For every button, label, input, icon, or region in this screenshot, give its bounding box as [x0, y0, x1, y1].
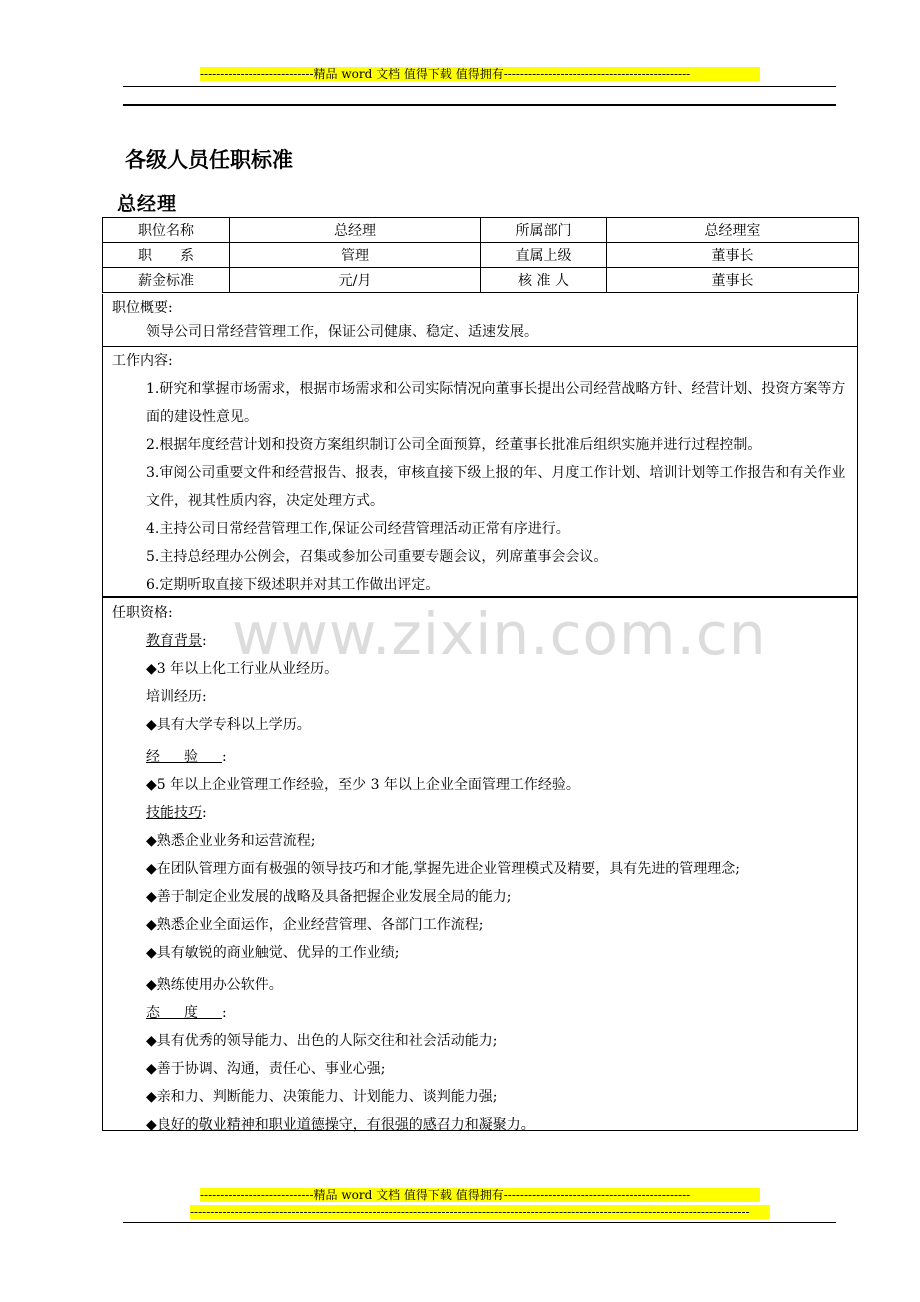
label-salary: 薪金标准 [103, 268, 230, 293]
education-label-text: 教育背景 [146, 633, 202, 649]
table-row [103, 268, 859, 293]
attitude-item-2: ◆善于协调、沟通，责任心、事业心强; [146, 1061, 386, 1077]
table-row [103, 218, 859, 243]
attitude-label: 态度: [146, 1005, 227, 1021]
attitude-item-4: ◆良好的敬业精神和职业道德操守，有很强的感召力和凝聚力。 [146, 1117, 535, 1133]
overview-heading: 职位概要: [112, 300, 173, 316]
skill-item-2: ◆在团队管理方面有极强的领导技巧和才能,掌握先进企业管理模式及精要，具有先进的管理理念; [146, 861, 740, 877]
education-item: ◆3 年以上化工行业从业经历。 [146, 661, 339, 677]
training-item: ◆具有大学专科以上学历。 [146, 717, 311, 733]
bottom-banner-2: ------------------------------------------------------------------------------------------------------------------------------------------ [190, 1205, 770, 1219]
experience-label-text: 经验 [146, 749, 222, 765]
label-department: 所属部门 [481, 218, 607, 243]
skill-item-6: ◆熟练使用办公软件。 [146, 977, 283, 993]
work-heading: 工作内容: [112, 353, 173, 369]
value-department: 总经理室 [607, 218, 859, 243]
skill-item-1: ◆熟悉企业业务和运营流程; [146, 833, 316, 849]
overview-section [102, 294, 858, 347]
skills-label: 技能技巧: [146, 805, 207, 821]
attitude-label-text: 态度 [146, 1005, 222, 1021]
skill-item-5: ◆具有敏锐的商业触觉、优异的工作业绩; [146, 945, 400, 961]
header-rule-1 [123, 86, 836, 87]
skills-label-text: 技能技巧 [146, 805, 202, 821]
value-position-name: 总经理 [230, 218, 481, 243]
experience-label: 经验: [146, 749, 227, 765]
section-title: 总经理 [117, 193, 178, 215]
label-approver: 核 准 人 [481, 268, 607, 293]
value-direct-superior: 董事长 [607, 243, 859, 268]
qualification-heading: 任职资格: [112, 605, 173, 621]
work-item-6: 6.定期听取直接下级述职并对其工作做出评定。 [146, 577, 440, 593]
top-banner: ----------------------------精品 word 文档 值得下载 值得拥有---------------------------------------------- [200, 67, 760, 81]
header-rule-2 [123, 104, 836, 106]
watermark: www.zixin.com.cn [232, 600, 767, 668]
work-item-4: 4.主持公司日常经营管理工作,保证公司经营管理活动正常有序进行。 [146, 521, 570, 537]
label-job-family: 职 系 [103, 243, 230, 268]
work-content-section [102, 345, 858, 598]
value-job-family: 管理 [230, 243, 481, 268]
attitude-item-1: ◆具有优秀的领导能力、出色的人际交往和社会活动能力; [146, 1033, 498, 1049]
document-title: 各级人员任职标准 [125, 148, 293, 172]
work-item-5: 5.主持总经理办公例会，召集或参加公司重要专题会议，列席董事会会议。 [146, 549, 608, 565]
qualification-section [102, 596, 858, 1131]
value-salary: 元/月 [230, 268, 481, 293]
overview-text: 领导公司日常经营管理工作，保证公司健康、稳定、适速发展。 [146, 324, 538, 340]
skill-item-4: ◆熟悉企业全面运作，企业经营管理、各部门工作流程; [146, 917, 484, 933]
work-item-3: 3.审阅公司重要文件和经营报告、报表，审核直接下级上报的年、月度工作计划、培训计划等工作报告和有关作业文件，视其性质内容，决定处理方式。 [146, 465, 846, 509]
table-row [103, 243, 859, 268]
position-info-table [102, 217, 859, 293]
experience-item: ◆5 年以上企业管理工作经验，至少 3 年以上企业全面管理工作经验。 [146, 777, 580, 793]
footer-rule [123, 1222, 836, 1223]
label-position-name: 职位名称 [103, 218, 230, 243]
bottom-banner-1: ----------------------------精品 word 文档 值得下载 值得拥有---------------------------------------------- [200, 1188, 760, 1202]
skill-item-3: ◆善于制定企业发展的战略及具备把握企业发展全局的能力; [146, 889, 512, 905]
work-item-1: 1.研究和掌握市场需求，根据市场需求和公司实际情况向董事长提出公司经营战略方针、经营计划、投资方案等方面的建设性意见。 [146, 381, 846, 425]
attitude-item-3: ◆亲和力、判断能力、决策能力、计划能力、谈判能力强; [146, 1089, 498, 1105]
work-item-2: 2.根据年度经营计划和投资方案组织制订公司全面预算，经董事长批准后组织实施并进行过程控制。 [146, 437, 762, 453]
education-label: 教育背景: [146, 633, 207, 649]
label-direct-superior: 直属上级 [481, 243, 607, 268]
training-label: 培训经历: [146, 689, 207, 705]
value-approver: 董事长 [607, 268, 859, 293]
